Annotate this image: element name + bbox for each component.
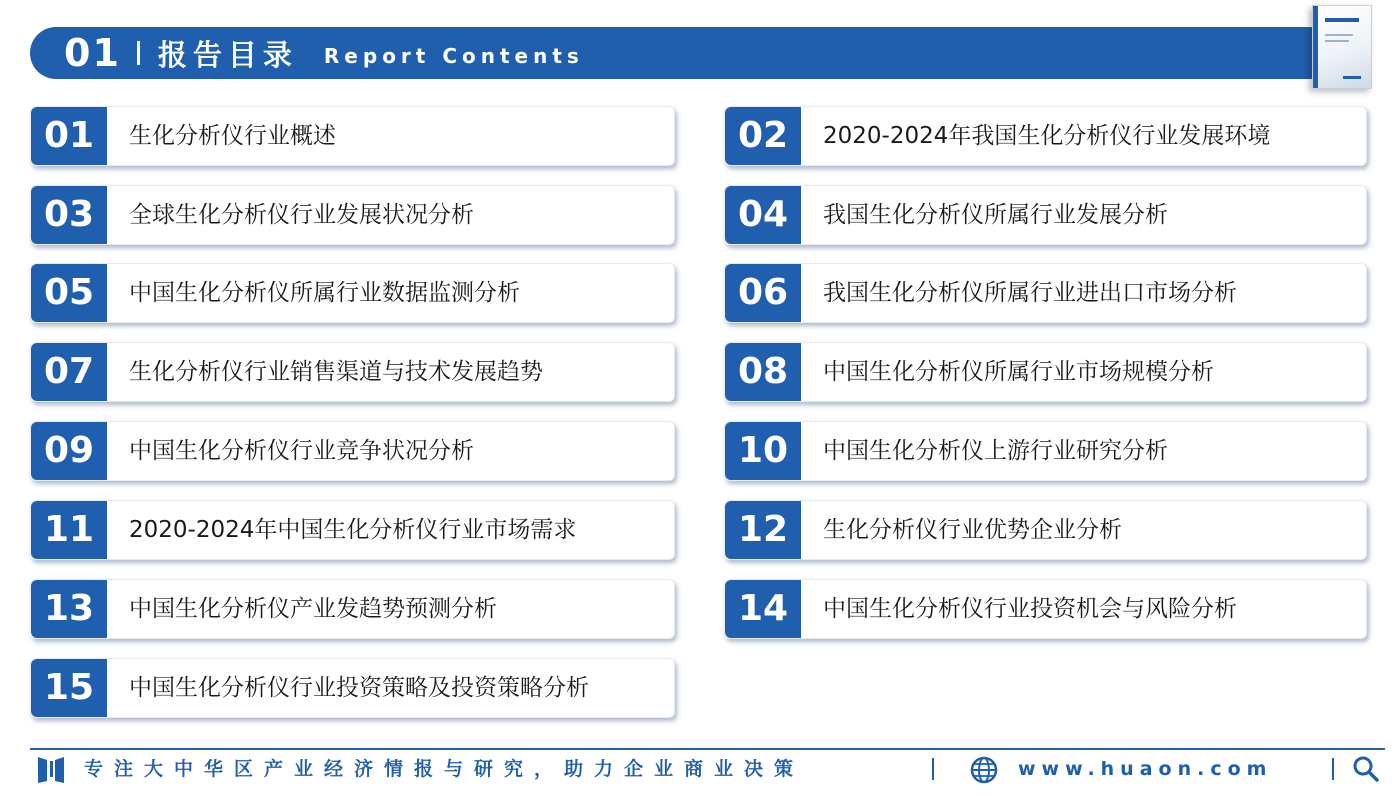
toc-item-07[interactable]	[30, 342, 675, 402]
toc-number: 06	[725, 264, 801, 322]
toc-number: 14	[725, 580, 801, 638]
toc-item-03[interactable]	[30, 185, 675, 245]
toc-number: 02	[725, 107, 801, 165]
toc-label: 中国生化分析仪行业投资机会与风险分析	[823, 596, 1237, 622]
toc-item-02[interactable]	[724, 106, 1367, 166]
huaon-logo-icon	[38, 755, 64, 783]
page-title: 报告目录	[157, 37, 298, 72]
toc-item-04[interactable]	[724, 185, 1367, 245]
footer-slogan: 专注大中华区产业经济情报与研究，助力企业商业决策	[84, 758, 805, 780]
toc-number: 12	[725, 501, 801, 559]
toc-item-14[interactable]	[724, 579, 1367, 639]
toc-label: 生化分析仪行业优势企业分析	[823, 517, 1122, 543]
toc-label: 2020-2024年我国生化分析仪行业发展环境	[823, 123, 1271, 149]
toc-item-15[interactable]	[30, 658, 675, 718]
toc-number: 03	[31, 186, 107, 244]
toc-item-01[interactable]	[30, 106, 675, 166]
toc-item-10[interactable]	[724, 421, 1367, 481]
toc-item-11[interactable]	[30, 500, 675, 560]
toc-label: 中国生化分析仪所属行业数据监测分析	[129, 280, 520, 306]
section-header	[30, 27, 1330, 79]
toc-label: 中国生化分析仪行业投资策略及投资策略分析	[129, 675, 589, 701]
toc-item-13[interactable]	[30, 579, 675, 639]
footer-separator	[932, 758, 934, 780]
footer-website-link[interactable]: www.huaon.com	[1018, 758, 1273, 780]
toc-label: 中国生化分析仪行业竞争状况分析	[129, 438, 474, 464]
toc-item-12[interactable]	[724, 500, 1367, 560]
toc-item-06[interactable]	[724, 263, 1367, 323]
toc-label: 中国生化分析仪所属行业市场规模分析	[823, 359, 1214, 385]
toc-label: 中国生化分析仪产业发趋势预测分析	[129, 596, 497, 622]
toc-number: 05	[31, 264, 107, 322]
toc-label: 中国生化分析仪上游行业研究分析	[823, 438, 1168, 464]
footer-divider	[30, 748, 1385, 750]
toc-item-09[interactable]	[30, 421, 675, 481]
footer-separator	[1332, 758, 1334, 780]
search-icon[interactable]	[1352, 755, 1380, 783]
toc-item-08[interactable]	[724, 342, 1367, 402]
toc-label: 2020-2024年中国生化分析仪行业市场需求	[129, 517, 577, 543]
header-divider	[137, 41, 140, 65]
toc-number: 13	[31, 580, 107, 638]
globe-icon	[970, 756, 998, 784]
toc-label: 我国生化分析仪所属行业发展分析	[823, 202, 1168, 228]
toc-number: 01	[31, 107, 107, 165]
toc-number: 10	[725, 422, 801, 480]
toc-label: 生化分析仪行业销售渠道与技术发展趋势	[129, 359, 543, 385]
toc-number: 15	[31, 659, 107, 717]
toc-number: 09	[31, 422, 107, 480]
report-book-icon	[1312, 5, 1372, 89]
toc-label: 全球生化分析仪行业发展状况分析	[129, 202, 474, 228]
toc-label: 生化分析仪行业概述	[129, 123, 336, 149]
toc-number: 07	[31, 343, 107, 401]
toc-label: 我国生化分析仪所属行业进出口市场分析	[823, 280, 1237, 306]
toc-item-05[interactable]	[30, 263, 675, 323]
toc-number: 08	[725, 343, 801, 401]
toc-number: 11	[31, 501, 107, 559]
page-subtitle: Report Contents	[323, 44, 584, 68]
section-number: 01	[64, 31, 121, 75]
toc-number: 04	[725, 186, 801, 244]
